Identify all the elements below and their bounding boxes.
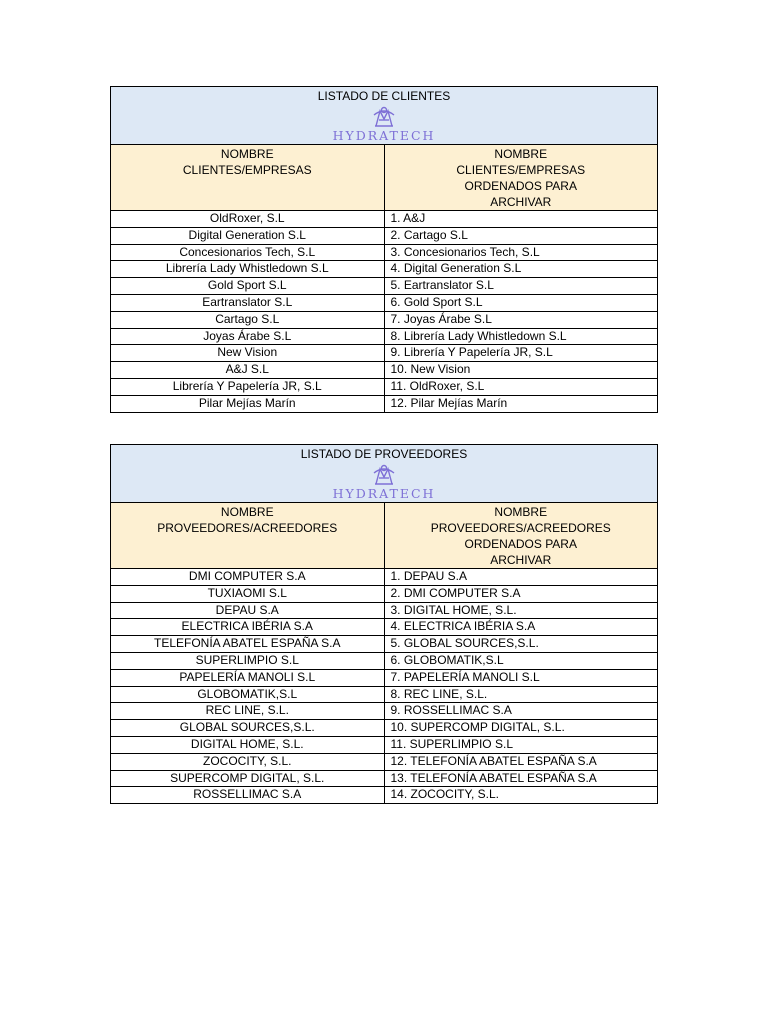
table-row xyxy=(111,227,658,244)
table-row xyxy=(111,294,658,311)
table-row xyxy=(111,619,658,636)
proveedores-body xyxy=(111,569,658,804)
hydratech-logo-icon xyxy=(370,463,398,487)
table-row xyxy=(111,585,658,602)
name-cell: TUXIAOMI S.L xyxy=(111,585,385,602)
sorted-name-cell: 11. OldRoxer, S.L xyxy=(384,378,658,395)
table-row xyxy=(111,569,658,586)
proveedores-header-row xyxy=(111,503,658,569)
proveedores-table xyxy=(110,444,658,804)
name-cell: New Vision xyxy=(111,345,385,362)
header-line: ORDENADOS PARA xyxy=(464,537,577,551)
header-line: CLIENTES/EMPRESAS xyxy=(182,163,312,177)
sorted-name-cell: 11. SUPERLIMPIO S.L xyxy=(384,736,658,753)
sorted-name-cell: 12. TELEFONÍA ABATEL ESPAÑA S.A xyxy=(384,753,658,770)
clientes-table xyxy=(110,86,658,413)
table-row xyxy=(111,669,658,686)
header-line: PROVEEDORES/ACREEDORES xyxy=(430,521,611,535)
name-cell: DIGITAL HOME, S.L. xyxy=(111,736,385,753)
sorted-name-cell: 1. DEPAU S.A xyxy=(384,569,658,586)
table-row xyxy=(111,770,658,787)
sorted-name-cell: 2. Cartago S.L xyxy=(384,227,658,244)
clientes-col2-header xyxy=(384,145,658,211)
name-cell: ROSSELLIMAC S.A xyxy=(111,787,385,804)
sorted-name-cell: 4. Digital Generation S.L xyxy=(384,261,658,278)
name-cell: Librería Y Papelería JR, S.L xyxy=(111,378,385,395)
name-cell: ELECTRICA IBÉRIA S.A xyxy=(111,619,385,636)
table-row xyxy=(111,244,658,261)
table-row xyxy=(111,345,658,362)
name-cell: GLOBOMATIK,S.L xyxy=(111,686,385,703)
sorted-name-cell: 6. Gold Sport S.L xyxy=(384,294,658,311)
table-row xyxy=(111,703,658,720)
table-row xyxy=(111,602,658,619)
name-cell: DMI COMPUTER S.A xyxy=(111,569,385,586)
table-row xyxy=(111,736,658,753)
header-line: ARCHIVAR xyxy=(490,195,552,209)
header-line: NOMBRE xyxy=(220,147,274,161)
sorted-name-cell: 12. Pilar Mejías Marín xyxy=(384,395,658,412)
sorted-name-cell: 2. DMI COMPUTER S.A xyxy=(384,585,658,602)
name-cell: Cartago S.L xyxy=(111,311,385,328)
name-cell: Digital Generation S.L xyxy=(111,227,385,244)
table-row xyxy=(111,686,658,703)
name-cell: Joyas Árabe S.L xyxy=(111,328,385,345)
table-row xyxy=(111,328,658,345)
clientes-body xyxy=(111,211,658,413)
name-cell: GLOBAL SOURCES,S.L. xyxy=(111,720,385,737)
sorted-name-cell: 13. TELEFONÍA ABATEL ESPAÑA S.A xyxy=(384,770,658,787)
table-row xyxy=(111,652,658,669)
table-row xyxy=(111,211,658,228)
proveedores-col1-header xyxy=(111,503,385,569)
name-cell: DEPAU S.A xyxy=(111,602,385,619)
name-cell: PAPELERÍA MANOLI S.L xyxy=(111,669,385,686)
name-cell: TELEFONÍA ABATEL ESPAÑA S.A xyxy=(111,636,385,653)
sorted-name-cell: 8. Librería Lady Whistledown S.L xyxy=(384,328,658,345)
sorted-name-cell: 1. A&J xyxy=(384,211,658,228)
table-row xyxy=(111,278,658,295)
header-line: NOMBRE xyxy=(494,505,548,519)
name-cell: SUPERCOMP DIGITAL, S.L. xyxy=(111,770,385,787)
name-cell: ZOCOCITY, S.L. xyxy=(111,753,385,770)
table-row xyxy=(111,636,658,653)
sorted-name-cell: 7. PAPELERÍA MANOLI S.L xyxy=(384,669,658,686)
name-cell: Eartranslator S.L xyxy=(111,294,385,311)
header-line: CLIENTES/EMPRESAS xyxy=(456,163,586,177)
clientes-header-row xyxy=(111,145,658,211)
sorted-name-cell: 3. Concesionarios Tech, S.L xyxy=(384,244,658,261)
header-line: ORDENADOS PARA xyxy=(464,179,577,193)
clientes-col1-header xyxy=(111,145,385,211)
name-cell: Gold Sport S.L xyxy=(111,278,385,295)
header-line: PROVEEDORES/ACREEDORES xyxy=(157,521,338,535)
proveedores-col2-header xyxy=(384,503,658,569)
sorted-name-cell: 10. SUPERCOMP DIGITAL, S.L. xyxy=(384,720,658,737)
sorted-name-cell: 10. New Vision xyxy=(384,362,658,379)
table-row xyxy=(111,753,658,770)
table-row xyxy=(111,261,658,278)
sorted-name-cell: 6. GLOBOMATIK,S.L xyxy=(384,652,658,669)
sorted-name-cell: 9. ROSSELLIMAC S.A xyxy=(384,703,658,720)
sorted-name-cell: 9. Librería Y Papelería JR, S.L xyxy=(384,345,658,362)
sorted-name-cell: 3. DIGITAL HOME, S.L. xyxy=(384,602,658,619)
header-line: NOMBRE xyxy=(494,147,548,161)
header-line: NOMBRE xyxy=(220,505,274,519)
sorted-name-cell: 7. Joyas Árabe S.L xyxy=(384,311,658,328)
table-row xyxy=(111,395,658,412)
header-line: ARCHIVAR xyxy=(490,553,552,567)
sorted-name-cell: 8. REC LINE, S.L. xyxy=(384,686,658,703)
name-cell: Concesionarios Tech, S.L xyxy=(111,244,385,261)
clientes-title-cell xyxy=(111,87,658,145)
hydratech-logo-text: HYDRATECH xyxy=(332,486,436,501)
table-row xyxy=(111,311,658,328)
name-cell: OldRoxer, S.L xyxy=(111,211,385,228)
name-cell: A&J S.L xyxy=(111,362,385,379)
sorted-name-cell: 14. ZOCOCITY, S.L. xyxy=(384,787,658,804)
clientes-title: LISTADO DE CLIENTES xyxy=(317,89,451,103)
table-row xyxy=(111,720,658,737)
table-row xyxy=(111,362,658,379)
hydratech-logo-text: HYDRATECH xyxy=(332,128,436,143)
sorted-name-cell: 5. Eartranslator S.L xyxy=(384,278,658,295)
sorted-name-cell: 4. ELECTRICA IBÉRIA S.A xyxy=(384,619,658,636)
hydratech-logo-icon xyxy=(370,105,398,129)
table-row xyxy=(111,378,658,395)
name-cell: REC LINE, S.L. xyxy=(111,703,385,720)
name-cell: Pilar Mejías Marín xyxy=(111,395,385,412)
name-cell: Librería Lady Whistledown S.L xyxy=(111,261,385,278)
name-cell: SUPERLIMPIO S.L xyxy=(111,652,385,669)
table-row xyxy=(111,787,658,804)
proveedores-title: LISTADO DE PROVEEDORES xyxy=(300,447,468,461)
sorted-name-cell: 5. GLOBAL SOURCES,S.L. xyxy=(384,636,658,653)
proveedores-title-cell xyxy=(111,445,658,503)
